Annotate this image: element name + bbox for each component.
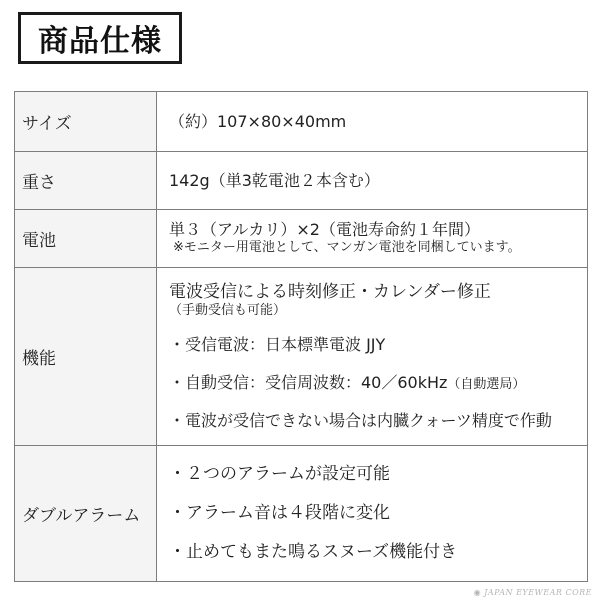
battery-note-text: ※モニター用電池として、マンガン電池を同梱しています。: [173, 240, 521, 256]
spec-value-battery: [157, 210, 588, 268]
alarm-line-two-alarms: ・２つのアラームが設定可能: [169, 463, 390, 484]
functions-line-jjy: ・受信電波：日本標準電波 JJY: [169, 335, 386, 355]
spec-value-weight: [157, 152, 588, 210]
functions-auto-receive-text: ・自動受信：受信周波数：40／60kHz: [169, 373, 448, 393]
spec-value-functions: [157, 268, 588, 446]
watermark: [474, 588, 592, 597]
section-title: 商品仕様: [38, 24, 162, 59]
spec-label-functions: 機能: [15, 268, 157, 446]
functions-line-auto-receive: [169, 373, 587, 393]
alarm-line-snooze: ・止めてもまた鳴るスヌーズ機能付き: [169, 542, 458, 563]
spec-label-battery: 電池: [15, 210, 157, 268]
spec-row-alarm: [15, 446, 588, 582]
spec-label-alarm: ダブルアラーム: [15, 446, 157, 582]
spec-row-functions: [15, 268, 588, 446]
spec-row-size: [15, 92, 588, 152]
section-title-box: [18, 12, 182, 64]
spec-value-alarm: [157, 446, 588, 582]
watermark-logo-icon: ◉: [473, 588, 482, 597]
functions-line-quartz: ・電波が受信できない場合は内臓クォーツ精度で作動: [169, 411, 552, 431]
alarm-line-four-levels: ・アラーム音は４段階に変化: [169, 502, 390, 523]
spec-table: [14, 91, 588, 582]
functions-line-time-correction: 電波受信による時刻修正・カレンダー修正: [169, 281, 491, 302]
spec-label-weight: 重さ: [15, 152, 157, 210]
functions-auto-select-note: （自動選局）: [447, 377, 526, 393]
spec-row-weight: [15, 152, 588, 210]
battery-value-text: 単３（アルカリ）×2（電池寿命約１年間）: [169, 220, 480, 240]
functions-line-manual-note: （手動受信も可能）: [169, 302, 287, 318]
watermark-text: JAPAN EYEWEAR CORE: [484, 588, 592, 597]
weight-value-text: 142g（単3乾電池２本含む）: [169, 170, 380, 190]
spec-value-size: [157, 92, 588, 152]
size-value-text: （約）107×80×40mm: [169, 111, 347, 131]
spec-row-battery: [15, 210, 588, 268]
spec-label-size: サイズ: [15, 92, 157, 152]
